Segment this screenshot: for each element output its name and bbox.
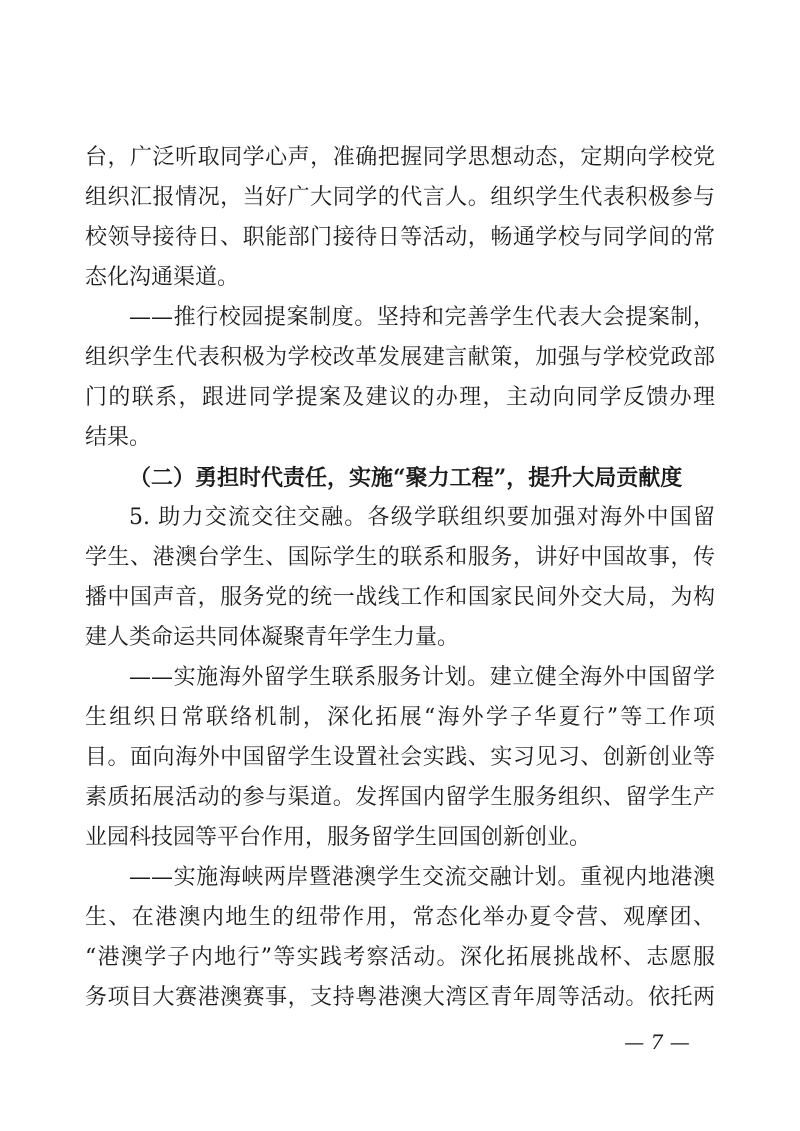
text-line: 生、在港澳内地生的纽带作用，常态化举办夏令营、观摩团、 <box>85 905 715 930</box>
text-line: ——实施海峡两岸暨港澳学生交流交融计划。重视内地港澳 <box>129 865 715 890</box>
text-line: 建人类命运共同体凝聚青年学生力量。 <box>85 625 460 650</box>
text-line: 组织汇报情况，当好广大同学的代言人。组织学生代表积极参与 <box>85 185 715 210</box>
paragraph-item-5 <box>85 498 715 658</box>
text-line: “港澳学子内地行”等实践考察活动。深化拓展挑战杯、志愿服 <box>85 945 715 970</box>
paragraph-cross-strait <box>85 858 715 1018</box>
section-heading-text: （二）勇担时代责任，实施“聚力工程”，提升大局贡献度 <box>129 465 683 491</box>
text-line: 台，广泛听取同学心声，准确把握同学思想动态，定期向学校党 <box>85 145 715 170</box>
text-line: ——推行校园提案制度。坚持和完善学生代表大会提案制， <box>129 305 715 330</box>
text-line: 学生、港澳台学生、国际学生的联系和服务，讲好中国故事，传 <box>85 545 715 570</box>
text-line: 素质拓展活动的参与渠道。发挥国内留学生服务组织、留学生产 <box>85 785 715 810</box>
page-number: — 7 — <box>624 1030 690 1054</box>
section-heading-2 <box>85 458 715 498</box>
text-line: 5. 助力交流交往交融。各级学联组织要加强对海外中国留 <box>129 505 715 530</box>
text-line: 门的联系，跟进同学提案及建议的办理，主动向同学反馈办理 <box>85 385 715 410</box>
text-line: 播中国声音，服务党的统一战线工作和国家民间外交大局，为构 <box>85 585 715 610</box>
text-line: 结果。 <box>85 425 152 450</box>
paragraph-overseas-students <box>85 658 715 858</box>
text-line: 务项目大赛港澳赛事，支持粤港澳大湾区青年周等活动。依托两 <box>85 985 715 1010</box>
text-line: 组织学生代表积极为学校改革发展建言献策，加强与学校党政部 <box>85 345 715 370</box>
text-line: 目。面向海外中国留学生设置社会实践、实习见习、创新创业等 <box>85 745 715 770</box>
text-block <box>85 138 715 1018</box>
paragraph-proposal-system <box>85 298 715 458</box>
paragraph-continuation <box>85 138 715 298</box>
text-line: 生组织日常联络机制，深化拓展“海外学子华夏行”等工作项 <box>85 705 715 730</box>
text-line: ——实施海外留学生联系服务计划。建立健全海外中国留学 <box>129 665 715 690</box>
text-line: 业园科技园等平台作用，服务留学生回国创新创业。 <box>85 825 592 850</box>
text-line: 校领导接待日、职能部门接待日等活动，畅通学校与同学间的常 <box>85 225 715 250</box>
text-line: 态化沟通渠道。 <box>85 265 240 290</box>
